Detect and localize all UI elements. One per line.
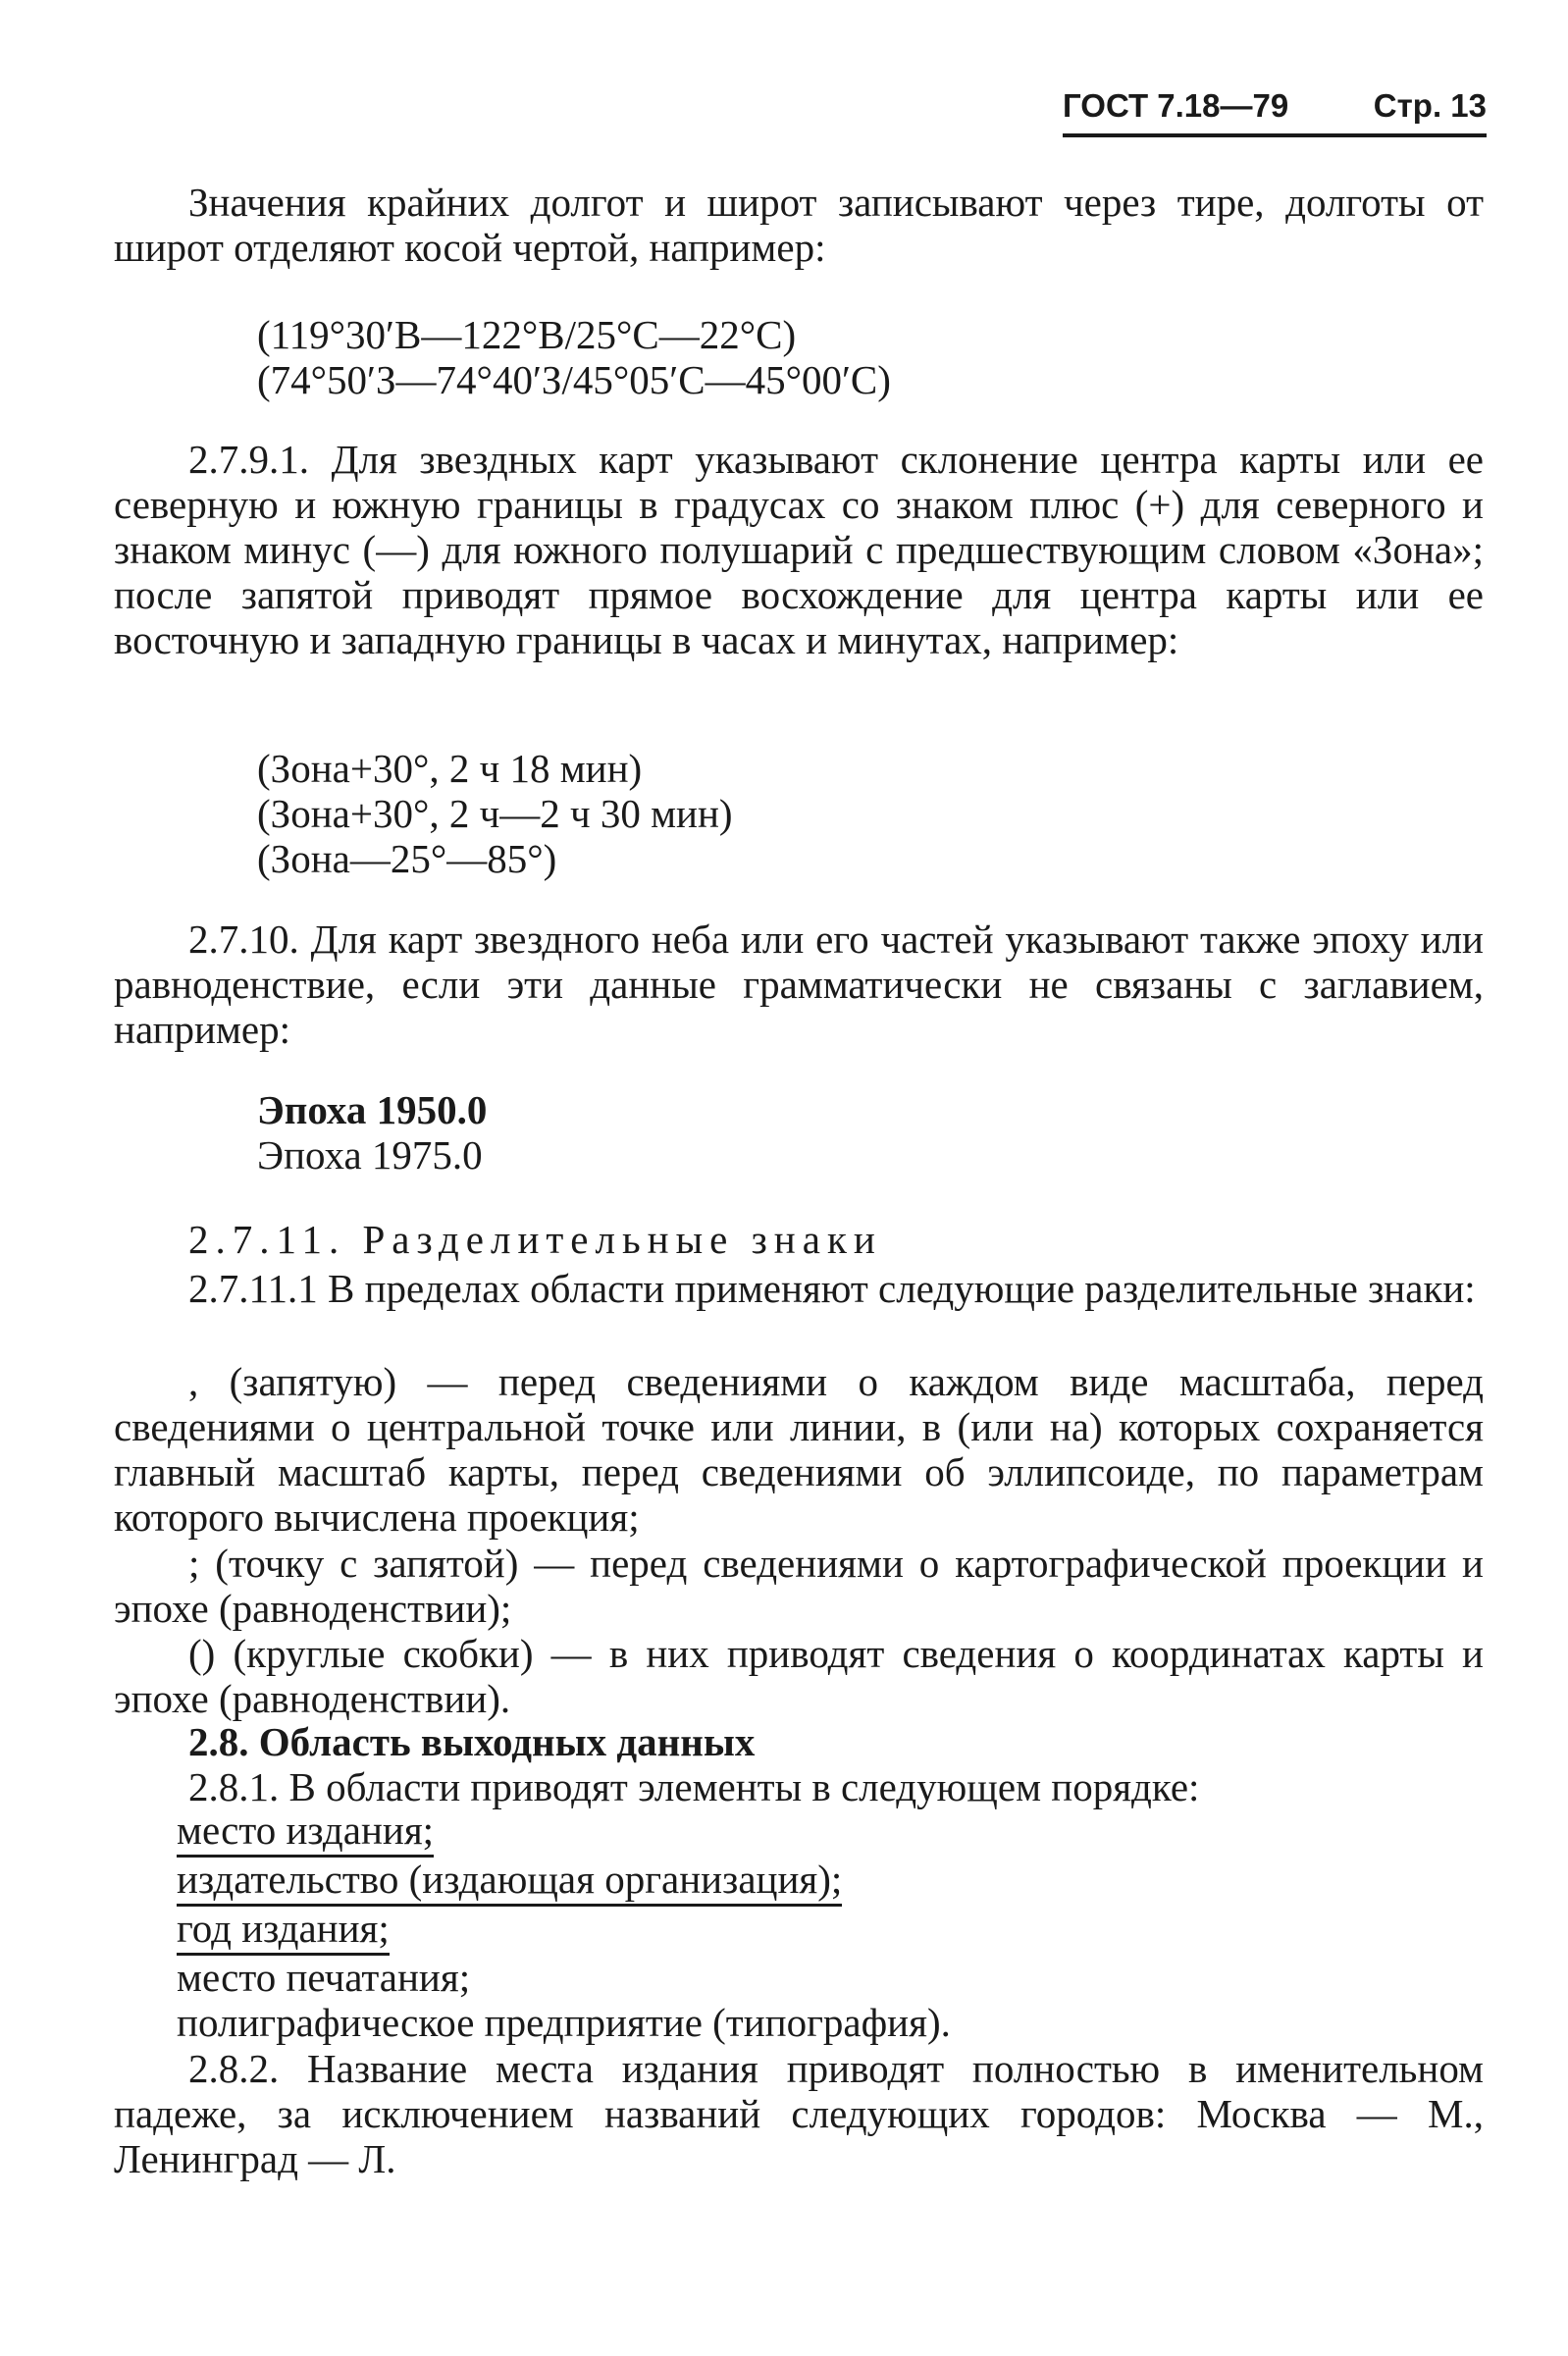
paragraph-2-8-1: 2.8.1. В области приводят элементы в следующем порядке:: [188, 1764, 1200, 1809]
list-item: полиграфическое предприятие (типография).: [177, 2000, 951, 2045]
heading-2-7-11: 2.7.11. Разделительные знаки: [188, 1217, 882, 1262]
example-coordinates: [257, 312, 891, 402]
example-line: (Зона+30°, 2 ч 18 мин): [257, 746, 643, 791]
list-item-text: издательство (издающая организация);: [177, 1857, 842, 1907]
example-epochs: [257, 1087, 487, 1178]
list-item-text: год издания;: [177, 1906, 390, 1956]
example-line: (119°30′В—122°В/25°С—22°С): [257, 312, 797, 357]
example-line: (74°50′З—74°40′З/45°05′С—45°00′С): [257, 357, 891, 402]
paragraph-comma: , (запятую) — перед сведениями о каждом виде масштаба, перед сведениями о центральной точке или линии, в (или на) которых сохраняется главный масштаб карты, перед сведениями об эллипсоиде, по параметрам которого вычислена проекция;: [114, 1359, 1484, 1540]
list-item: [177, 1857, 842, 1907]
standard-number: ГОСТ 7.18—79: [1063, 87, 1289, 124]
paragraph-brackets: () (круглые скобки) — в них приводят сведения о координатах карты и эпохе (равноденствии).: [114, 1631, 1484, 1721]
example-zones: [257, 746, 733, 881]
example-line: (Зона+30°, 2 ч—2 ч 30 мин): [257, 791, 733, 836]
example-line: Эпоха 1950.0: [257, 1087, 488, 1132]
paragraph-2-7-10: 2.7.10. Для карт звездного неба или его частей указывают также эпоху или равноденствие, если эти данные грамматически не связаны с заглавием, например:: [114, 916, 1484, 1052]
paragraph-2-7-9-1: 2.7.9.1. Для звездных карт указывают склонение центра карты или ее северную и южную границы в градусах со знаком плюс (+) для северного и знаком минус (—) для южного полушарий с предшествующим словом «Зона»; после запятой приводят прямое восхождение для центра карты или ее восточную и западную границы в часах и минутах, например:: [114, 437, 1484, 662]
example-line: Эпоха 1975.0: [257, 1132, 483, 1178]
paragraph-coordinates-intro: Значения крайних долгот и широт записывают через тире, долготы от широт отделяют косой чертой, например:: [114, 180, 1484, 270]
paragraph-semicolon: ; (точку с запятой) — перед сведениями о картографической проекции и эпохе (равноденствии);: [114, 1541, 1484, 1631]
paragraph-2-7-11-1: 2.7.11.1 В пределах области применяют следующие разделительные знаки:: [188, 1266, 1476, 1311]
heading-2-8: 2.8. Область выходных данных: [188, 1719, 756, 1764]
page-number: Стр. 13: [1373, 87, 1487, 124]
list-item: [177, 1906, 390, 1956]
list-item: место печатания;: [177, 1955, 471, 2000]
example-line: (Зона—25°—85°): [257, 836, 557, 881]
list-item-text: место издания;: [177, 1807, 434, 1858]
page-header: [1063, 86, 1487, 137]
paragraph-2-8-2: 2.8.2. Название места издания приводят полностью в именительном падеже, за исключением названий следующих городов: Москва — М., Ленинград — Л.: [114, 2046, 1484, 2181]
list-item: [177, 1807, 434, 1858]
